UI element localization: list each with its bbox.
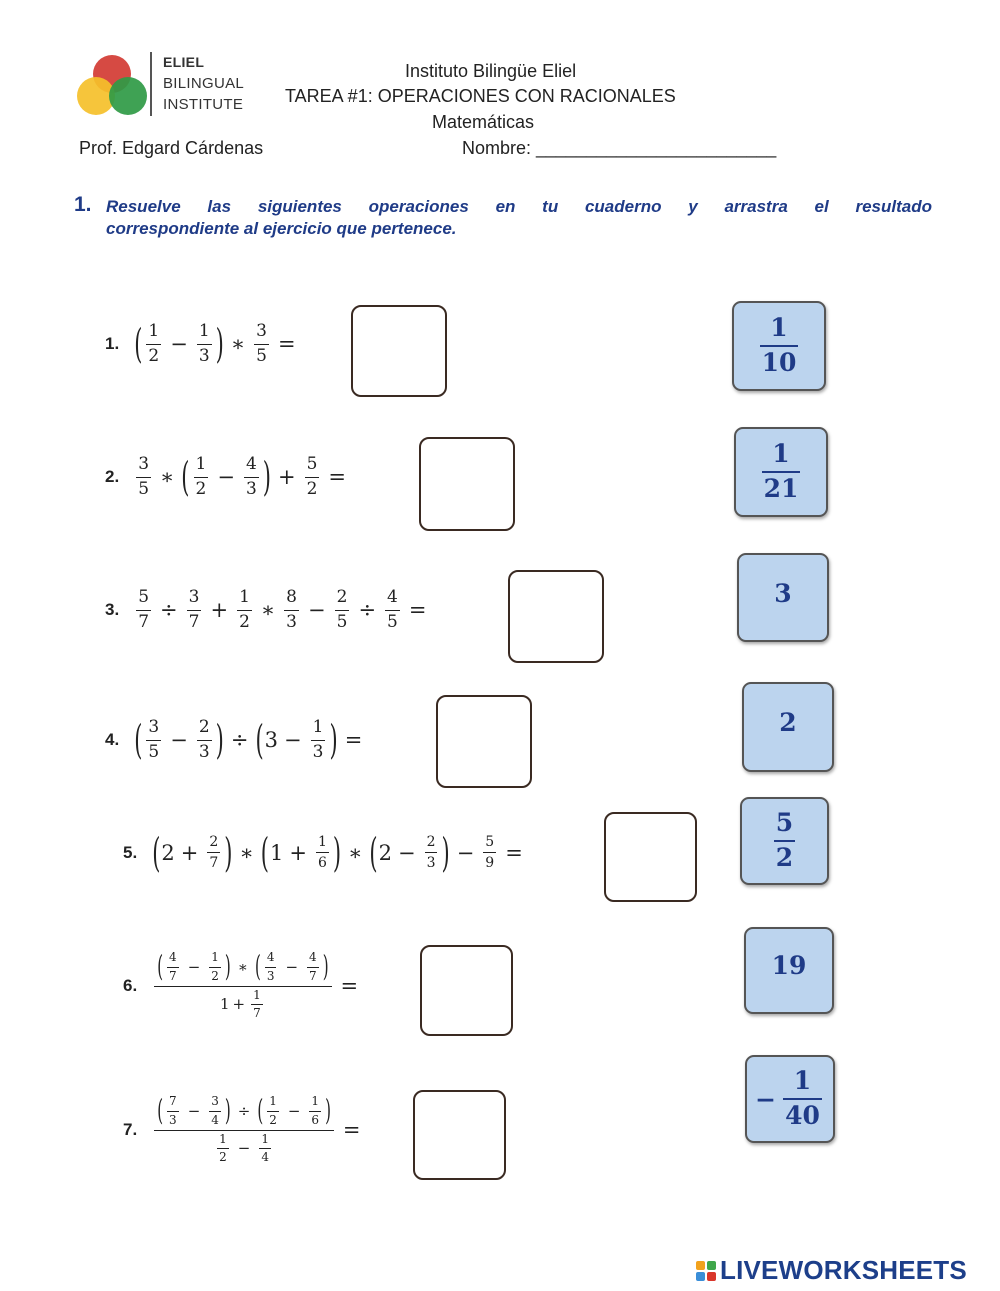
exercise-number: 5. [123, 842, 138, 862]
exercise-5: 5. ( 2 + $\frac{2}{7}$ ) ∗ ( 1 + $\frac{1}{6}$ ) ∗ ( 2 − $\frac{2}{3}$ ) − $\frac{5}{9}$ = [123, 829, 523, 876]
exercise-number: 6. [123, 976, 138, 996]
answer-tile-2[interactable] [742, 682, 834, 772]
instr-word: arrastra [724, 197, 788, 216]
exercise-number: 3. [105, 600, 120, 620]
subject-title: Matemáticas [432, 112, 535, 132]
paren-close: ) [441, 829, 450, 876]
answer-tile-5-2[interactable] [740, 797, 829, 885]
logo-line-bilingual: BILINGUAL [163, 75, 245, 92]
liveworksheets-icon [696, 1261, 716, 1281]
student-name-field[interactable]: Nombre: ________________________ [462, 138, 777, 158]
fraction: $\frac{4}{3}$ [245, 454, 257, 499]
answer-tile-1-10[interactable] [732, 301, 826, 391]
paren-open: ( [369, 829, 378, 876]
liveworksheets-logo [696, 1255, 967, 1286]
fraction: $\frac{2}{3}$ [198, 717, 210, 762]
instr-word: operaciones [368, 197, 469, 216]
exercise-7: 7. ( $\frac{7}{3}$ − $\frac{3}{4}$ ) ÷ ( $\frac{1}{2}$ − $\frac{1}{6}$ ) $\frac{1}{2}$ − $\frac{1}{4}$ = [123, 1093, 361, 1165]
whole-number: 1 [269, 840, 284, 865]
exercise-6: 6. ( $\frac{4}{7}$ − $\frac{1}{2}$ ) ∗ ( $\frac{4}{3}$ − $\frac{4}{7}$ ) 1 + $\frac{1}{7}$ = [123, 949, 359, 1021]
exercise-number: 1. [105, 334, 120, 354]
answer-tile-neg-1-40[interactable] [745, 1055, 835, 1143]
paren-close: ) [262, 454, 271, 500]
tile-value: 3 [774, 579, 792, 608]
fraction: $\frac{8}{3}$ [286, 587, 297, 632]
lw-square [696, 1261, 705, 1270]
tile-sign: − [755, 1084, 777, 1114]
fraction: $\frac{5}{9}$ [485, 834, 495, 872]
paren-close: ) [215, 321, 224, 367]
fraction: $\frac{2}{3}$ [426, 834, 436, 872]
lw-square [707, 1261, 716, 1270]
fraction: $\frac{1}{2}$ [148, 321, 160, 366]
tile-fraction: $\frac{1}{10}$ [761, 313, 797, 377]
exercise-2: 2. $\frac{3}{5}$ ∗ ( $\frac{1}{2}$ − $\frac{4}{3}$ ) + $\frac{5}{2}$ = [105, 454, 347, 500]
exercise-3: 3. $\frac{5}{7}$ ÷ $\frac{3}{7}$ + $\frac{1}{2}$ ∗ $\frac{8}{3}$ − $\frac{2}{5}$ ÷ $\frac{4}{5}$ = [105, 587, 427, 632]
lw-square [707, 1272, 716, 1281]
fraction: $\frac{3}{5}$ [148, 717, 160, 762]
paren-open: ( [152, 829, 161, 876]
answer-drop-zone-4[interactable] [436, 695, 532, 788]
lw-square [696, 1272, 705, 1281]
answer-drop-zone-3[interactable] [508, 570, 604, 663]
eliel-logo-icon [74, 50, 150, 120]
fraction: $\frac{1}{6}$ [317, 834, 327, 872]
paren-open: ( [181, 454, 190, 500]
paren-open: ( [260, 829, 269, 876]
paren-close: ) [332, 829, 342, 876]
instr-word: siguientes [257, 197, 342, 216]
fraction: $\frac{2}{5}$ [336, 587, 348, 632]
assignment-title: TAREA #1: OPERACIONES CON RACIONALES [285, 86, 676, 106]
whole-number: 3 [264, 728, 279, 753]
fraction: $\frac{4}{5}$ [387, 587, 398, 632]
tile-value: 2 [779, 708, 797, 737]
fraction: $\frac{1}{2}$ [239, 587, 250, 632]
teacher-name: Prof. Edgard Cárdenas [79, 138, 264, 158]
paren-close: ) [329, 717, 338, 763]
fraction: $\frac{1}{3}$ [312, 717, 324, 762]
instr-word: las [207, 197, 232, 216]
answer-drop-zone-5[interactable] [604, 812, 697, 902]
complex-fraction: ( $\frac{7}{3}$ − $\frac{3}{4}$ ) ÷ ( $\frac{1}{2}$ − $\frac{1}{6}$ ) $\frac{1}{2}$ − $\frac{1}{4}$ [154, 1095, 334, 1165]
answer-drop-zone-7[interactable] [413, 1090, 506, 1180]
fraction: $\frac{3}{7}$ [188, 587, 200, 632]
instruction-line-2: correspondiente al ejercicio que pertenece. [106, 219, 457, 238]
fraction: $\frac{3}{5}$ [256, 321, 267, 366]
instr-word: cuaderno [584, 197, 662, 216]
paren-open: ( [134, 717, 143, 763]
tile-value: 19 [771, 951, 807, 980]
instr-word: en [495, 197, 516, 216]
exercise-number: 7. [123, 1120, 138, 1140]
instruction-number: 1. [74, 193, 92, 216]
instr-word: resultado [855, 197, 932, 216]
answer-drop-zone-6[interactable] [420, 945, 513, 1036]
fraction: $\frac{1}{3}$ [198, 321, 210, 366]
answer-tile-3[interactable] [737, 553, 829, 642]
tile-fraction: $\frac{1}{40}$ [785, 1066, 820, 1130]
answer-drop-zone-1[interactable] [351, 305, 447, 397]
tile-fraction: $\frac{5}{2}$ [775, 808, 794, 872]
answer-tile-1-21[interactable] [734, 427, 828, 517]
tile-fraction: $\frac{1}{21}$ [763, 439, 799, 503]
logo-wordmark [163, 52, 244, 115]
exercise-number: 4. [105, 730, 120, 750]
complex-fraction: ( $\frac{4}{7}$ − $\frac{1}{2}$ ) ∗ ( $\frac{4}{3}$ − $\frac{4}{7}$ ) 1 + $\frac{1}{7}$ [154, 951, 331, 1021]
instr-word: tu [542, 197, 559, 216]
school-name: Instituto Bilingüe Eliel [405, 61, 577, 81]
paren-open: ( [134, 321, 143, 367]
exercise-number: 2. [105, 467, 120, 487]
fraction: $\frac{5}{7}$ [138, 587, 150, 632]
logo-line-institute: INSTITUTE [163, 96, 244, 113]
instr-word: y [688, 197, 698, 216]
instr-word: Resuelve [106, 197, 181, 216]
fraction: $\frac{1}{2}$ [195, 454, 207, 499]
whole-number: 2 [161, 840, 175, 865]
answer-drop-zone-2[interactable] [419, 437, 515, 531]
exercise-1: 1. ( $\frac{1}{2}$ − $\frac{1}{3}$ ) ∗ $\frac{3}{5}$ = [105, 321, 296, 367]
paren-close: ) [224, 829, 233, 876]
paren-open: ( [255, 717, 264, 763]
answer-tile-19[interactable] [744, 927, 834, 1014]
fraction: $\frac{3}{5}$ [138, 454, 150, 499]
exercise-4: 4. ( $\frac{3}{5}$ − $\frac{2}{3}$ ) ÷ ( 3 − $\frac{1}{3}$ ) = [105, 717, 363, 763]
logo-divider [150, 52, 152, 116]
paren-close: ) [215, 717, 224, 763]
fraction: $\frac{5}{2}$ [306, 454, 318, 499]
liveworksheets-brand: LIVEWORKSHEETS [720, 1255, 967, 1285]
instr-word: el [814, 197, 829, 216]
instruction-line-1 [106, 196, 932, 218]
logo-line-eliel: ELIEL [163, 54, 205, 70]
fraction: $\frac{2}{7}$ [209, 834, 219, 872]
whole-number: 2 [378, 840, 392, 865]
